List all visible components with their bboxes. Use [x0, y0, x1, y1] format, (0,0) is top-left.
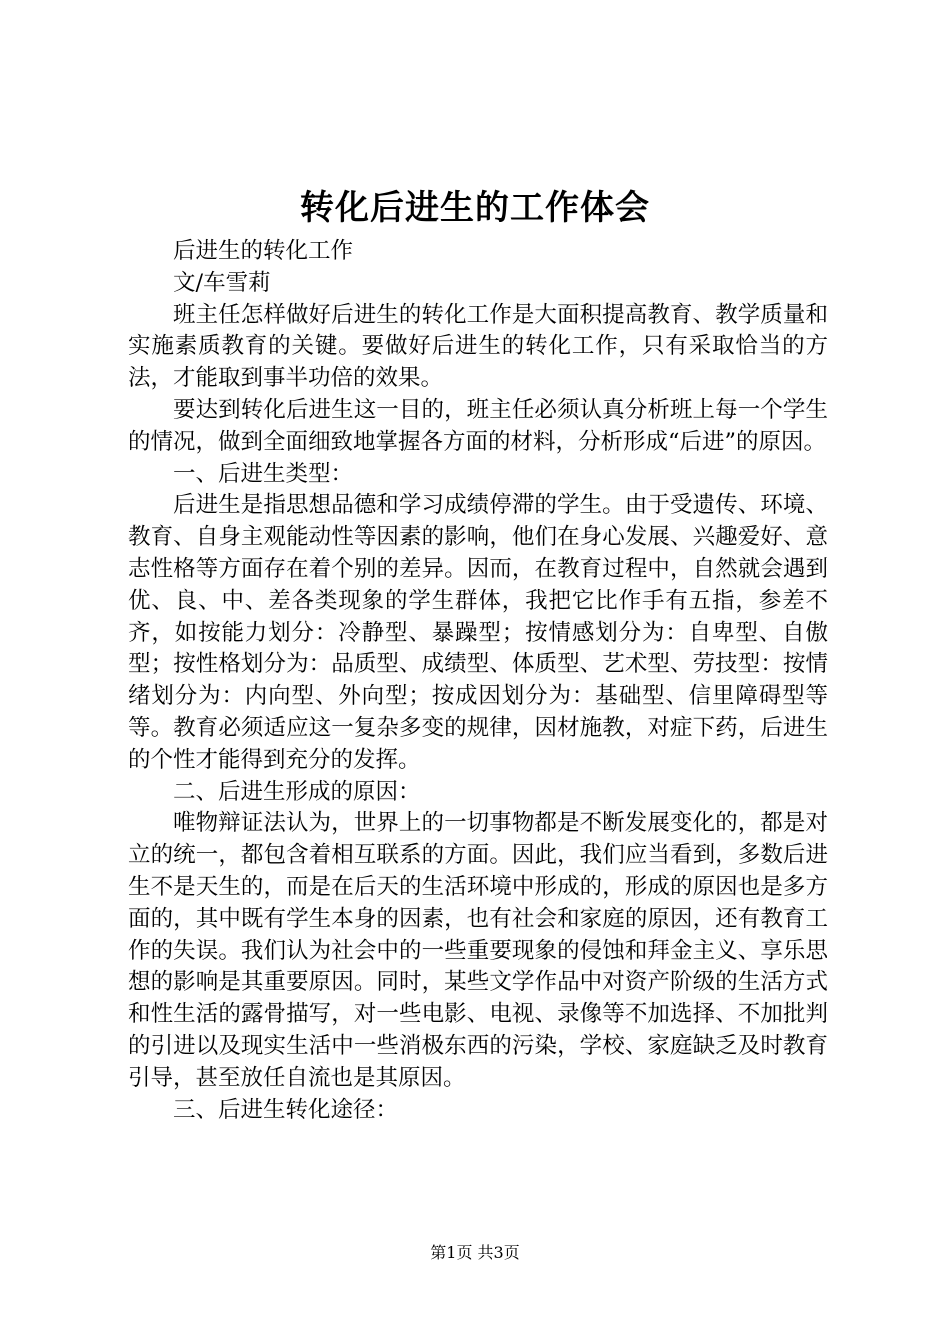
page-footer: 第1页 共3页	[430, 1243, 520, 1262]
paragraph: 要达到转化后进生这一目的，班主任必须认真分析班上每一个学生的情况，做到全面细致地掌握各方面的材料，分析形成“后进”的原因。	[128, 396, 828, 455]
document-title: 转化后进生的工作体会	[300, 188, 650, 228]
document-body	[128, 236, 828, 1126]
paragraph: 后进生是指思想品德和学习成绩停滞的学生。由于受遗传、环境、教育、自身主观能动性等因素的影响，他们在身心发展、兴趣爱好、意志性格等方面存在着个别的差异。因而，在教育过程中，自然就会遇到优、良、中、差各类现象的学生群体，我把它比作手有五指，参差不齐，如按能力划分：冷静型、暴躁型；按情感划分为：自卑型、自傲型；按性格划分为：品质型、成绩型、体质型、艺术型、劳技型：按情绪划分为：内向型、外向型；按成因划分为：基础型、信里障碍型等等。教育必须适应这一复杂多变的规律，因材施教，对症下药，后进生的个性才能得到充分的发挥。	[128, 492, 828, 773]
section-heading: 二、后进生形成的原因：	[173, 778, 421, 805]
section-heading: 一、后进生类型：	[173, 460, 354, 487]
paragraph: 后进生的转化工作	[173, 238, 354, 264]
paragraph: 文/车雪莉	[173, 269, 271, 296]
paragraph: 唯物辩证法认为，世界上的一切事物都是不断发展变化的，都是对立的统一，都包含着相互联系的方面。因此，我们应当看到，多数后进生不是天生的，而是在后天的生活环境中形成的，形成的原因也是多方面的，其中既有学生本身的因素，也有社会和家庭的原因，还有教育工作的失误。我们认为社会中的一些重要现象的侵蚀和拜金主义、享乐思想的影响是其重要原因。同时，某些文学作品中对资产阶级的生活方式和性生活的露骨描写，对一些电影、电视、录像等不加选择、不加批判的引进以及现实生活中一些消极东西的污染，学校、家庭缺乏及时教育引导，甚至放任自流也是其原因。	[128, 810, 828, 1091]
section-heading: 三、后进生转化途径：	[173, 1096, 399, 1123]
paragraph: 班主任怎样做好后进生的转化工作是大面积提高教育、教学质量和实施素质教育的关键。要做好后进生的转化工作，只有采取恰当的方法，才能取到事半功倍的效果。	[128, 301, 828, 392]
